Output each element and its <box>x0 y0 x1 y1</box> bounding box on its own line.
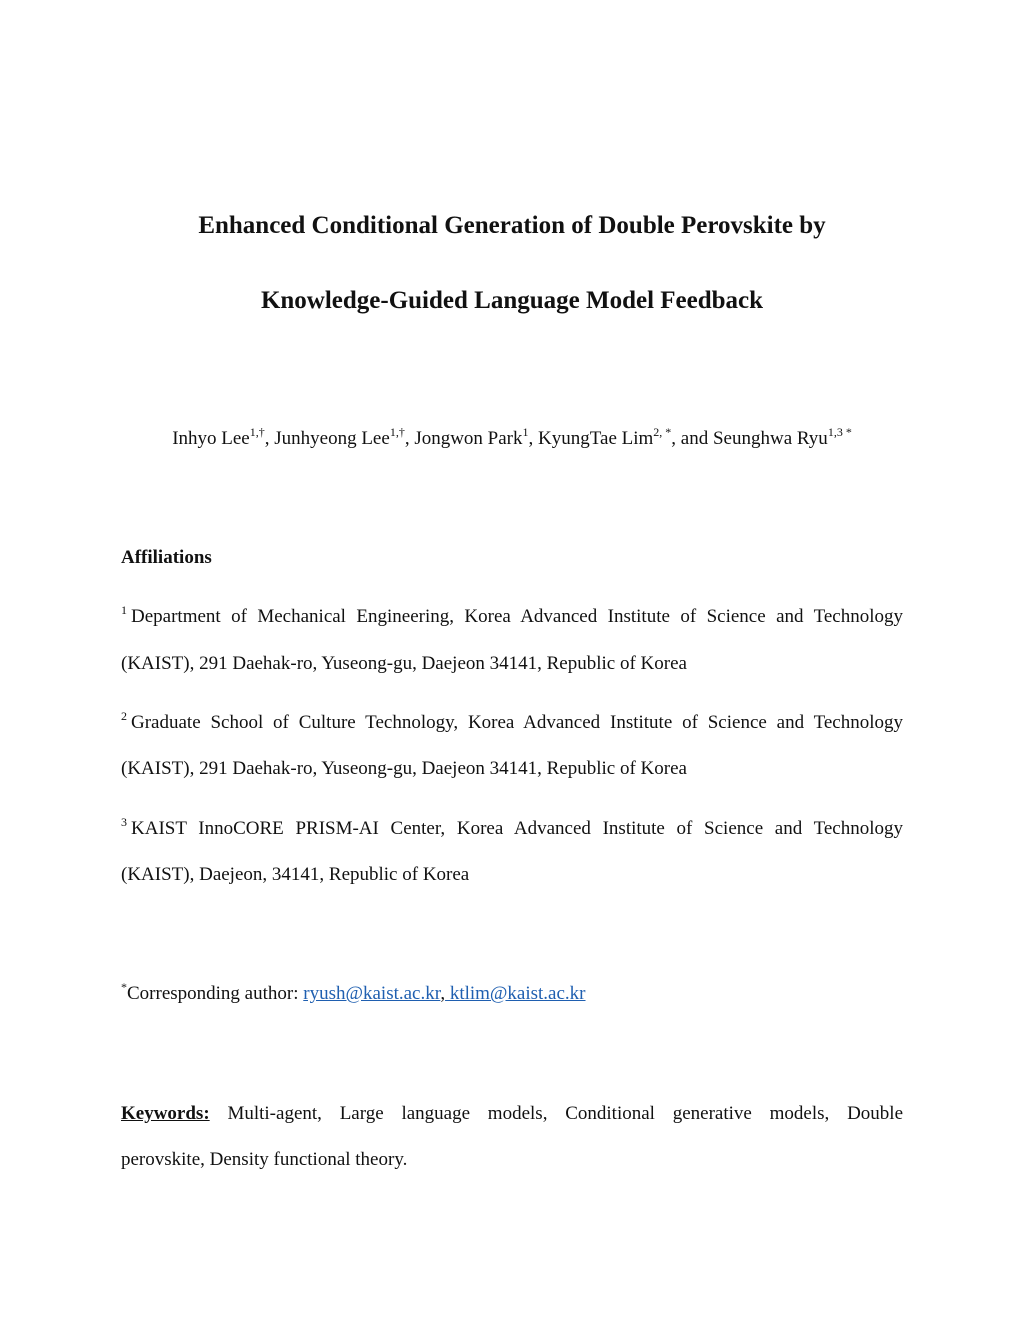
author-separator: , <box>404 428 415 449</box>
affiliation-number: 3 <box>121 815 127 829</box>
corresponding-label: Corresponding author: <box>127 983 304 1004</box>
corresponding-author <box>121 981 586 1007</box>
corresponding-marker: * <box>121 980 127 994</box>
affiliation-1-line-2: (KAIST), 291 Daehak-ro, Yuseong-gu, Daejeon 34141, Republic of Korea <box>121 653 687 674</box>
author-affiliation-marker: 1,3 * <box>827 425 852 439</box>
author-separator: , and <box>671 428 713 449</box>
email-link-ktlim[interactable]: ktlim@kaist.ac.kr <box>445 983 586 1004</box>
author-name: Seunghwa Ryu <box>712 428 828 449</box>
affiliation-1-line-1 <box>121 605 903 629</box>
keywords-line-2: perovskite, Density functional theory. <box>121 1149 408 1170</box>
keywords-text: Multi-agent, Large language models, Conditional generative models, Double <box>227 1103 904 1124</box>
affiliation-2-line-1 <box>121 711 903 735</box>
author-name: KyungTae Lim <box>538 428 654 449</box>
affiliation-2-line-2: (KAIST), 291 Daehak-ro, Yuseong-gu, Daejeon 34141, Republic of Korea <box>121 758 687 779</box>
paper-title-line-2: Knowledge-Guided Language Model Feedback <box>260 287 764 314</box>
author-list <box>0 426 1024 452</box>
affiliation-number: 1 <box>121 603 127 617</box>
affiliation-text: Graduate School of Culture Technology, Korea Advanced Institute of Science and Technology <box>131 712 903 733</box>
keywords-label: Keywords: <box>121 1103 210 1124</box>
affiliation-3-line-1 <box>121 817 903 841</box>
author-separator: , <box>528 428 539 449</box>
paper-title-line-1: Enhanced Conditional Generation of Double Perovskite by <box>198 212 826 239</box>
author-name: Inhyo Lee <box>172 428 250 449</box>
affiliation-number: 2 <box>121 709 127 723</box>
affiliation-3-line-2: (KAIST), Daejeon, 34141, Republic of Korea <box>121 864 470 885</box>
author-separator: , <box>264 428 275 449</box>
author-affiliation-marker: 2, * <box>653 425 672 439</box>
email-separator: , <box>440 983 446 1004</box>
email-link-ryush[interactable]: ryush@kaist.ac.kr <box>303 983 441 1004</box>
author-name: Junhyeong Lee <box>274 428 390 449</box>
author-affiliation-marker: 1,† <box>249 425 265 439</box>
author-affiliation-marker: 1,† <box>389 425 405 439</box>
affiliation-text: Department of Mechanical Engineering, Korea Advanced Institute of Science and Technology <box>131 606 903 627</box>
author-name: Jongwon Park <box>414 428 523 449</box>
author-affiliation-marker: 1 <box>522 425 529 439</box>
keywords-line-1 <box>121 1102 903 1126</box>
affiliations-heading: Affiliations <box>121 547 212 568</box>
affiliation-text: KAIST InnoCORE PRISM-AI Center, Korea Advanced Institute of Science and Technology <box>131 818 903 839</box>
